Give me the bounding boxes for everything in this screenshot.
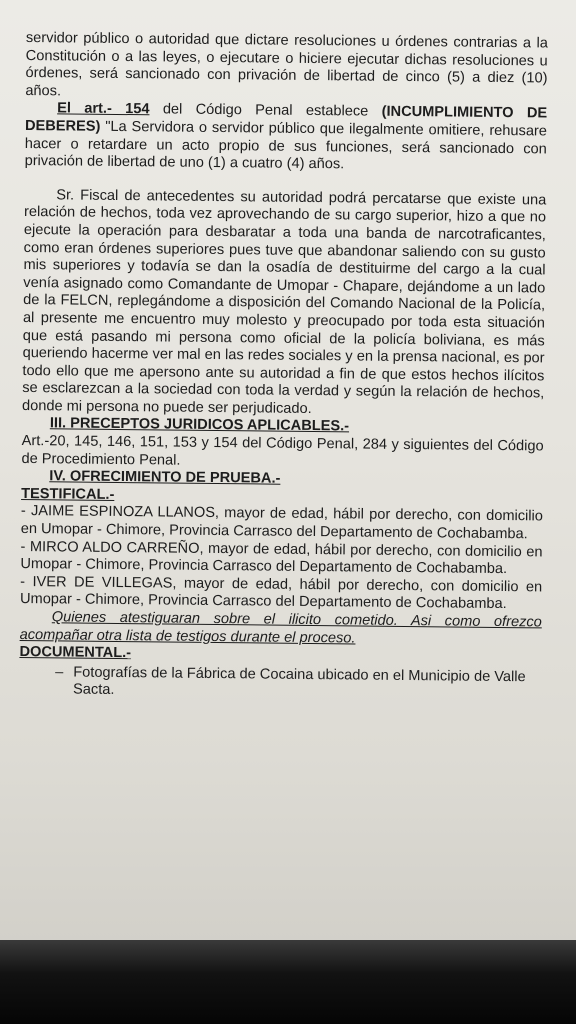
article-quote: "La Servidora o servidor público que ilegalmente omitiere, rehusare hacer o retardare un acto propio de sus funciones, será sancionado con privación de libertad de uno (1) a cuatro (4) años. <box>24 118 548 173</box>
witness-detail: , mayor de edad, hábil por derecho, con domicilio en Umopar - Chimore, Provincia Carrasco del Departamento de Cochabamba. <box>19 575 543 613</box>
witness-detail: , mayor de edad, hábil por derecho, con domicilio en Umopar - Chimore, Provincia Carrasco del Departamento de Cochabamba. <box>20 540 543 578</box>
witness-item <box>21 503 543 544</box>
document-evidence-item <box>19 664 541 705</box>
article-heading: (INCUMPLIMIENTO DE DEBERES) <box>24 104 548 135</box>
section-body-preceptos: Art.-20, 145, 146, 151, 153 y 154 del Código Penal, 284 y siguientes del Código de Procedimiento Penal. <box>21 433 544 469</box>
article-intro: del Código Penal establece <box>149 101 382 121</box>
list-dash: – <box>55 664 64 681</box>
witness-item <box>20 574 542 615</box>
paragraph-article-154 <box>25 100 548 176</box>
section-title-preceptos: III. PRECEPTOS JURIDICOS APLICABLES.- <box>49 415 350 435</box>
section-title-prueba: IV. OFRECIMIENTO DE PRUEBA.- <box>49 468 281 487</box>
witness-detail: , mayor de edad, hábil por derecho, con domicilio en Umopar - Chimore, Provincia Carrasco del Departamento de Cochabamba. <box>20 505 544 543</box>
document-body <box>19 30 548 704</box>
witness-name: - IVER DE VILLEGAS <box>20 573 173 592</box>
dark-background <box>0 940 576 1024</box>
subsection-testifical: TESTIFICAL.- <box>21 485 115 503</box>
witness-item <box>20 539 542 580</box>
subsection-documental: DOCUMENTAL.- <box>19 644 132 662</box>
witness-name: - JAIME ESPINOZA LLANOS <box>20 503 216 522</box>
witness-note: Quienes atestiguaran sobre el ilicito cometido. Asi como ofrezco acompañar otra lista de testigos durante el proceso. <box>19 609 542 647</box>
document-evidence-text: Fotografías de la Fábrica de Cocaina ubicado en el Municipio de Valle Sacta. <box>73 664 526 699</box>
paragraph-article-continuation: servidor público o autoridad que dictare resoluciones u órdenes contrarias a la Constitución o a las leyes, o ejecutare o hiciere ejecutar dichas resoluciones u órdenes, será sancionado con privación de libertad de cinco (5) a diez (10) años. <box>25 30 548 100</box>
witness-name: - MIRCO ALDO CARREÑO <box>20 538 200 557</box>
paragraph-facts: Sr. Fiscal de antecedentes su autoridad podrá percatarse que existe una relación de hechos, toda vez aprovechando de su cargo superior, hizo a que no ejecute la operación para desbaratar a toda una banda de narcotraficantes, como eran órdenes superiores pues tuve que abandonar saliendo con su gusto mis superiores y todavía se dan la osadía de destituirme del cargo a la cual venía asignado como Comandante de Umopar - Chapare, dejándome a un lado de la FELCN, replegándome a disposición del Comando Nacional de la Policía, al presente me encuentro muy molesto y preocupado por toda esta situación que está pasando mi persona como oficial de la policía boliviana, es más queriendo hacerme ver mal en las redes sociales y en la prensa nacional, es por todo ello que me apersono ante su autoridad a fin de que estos hechos ilícitos se esclarezcan a la sociedad con toda la verdad y según la relación de hechos, donde mi persona no puede ser perjudicado. <box>21 187 547 417</box>
article-reference: El art.- 154 <box>57 100 150 118</box>
